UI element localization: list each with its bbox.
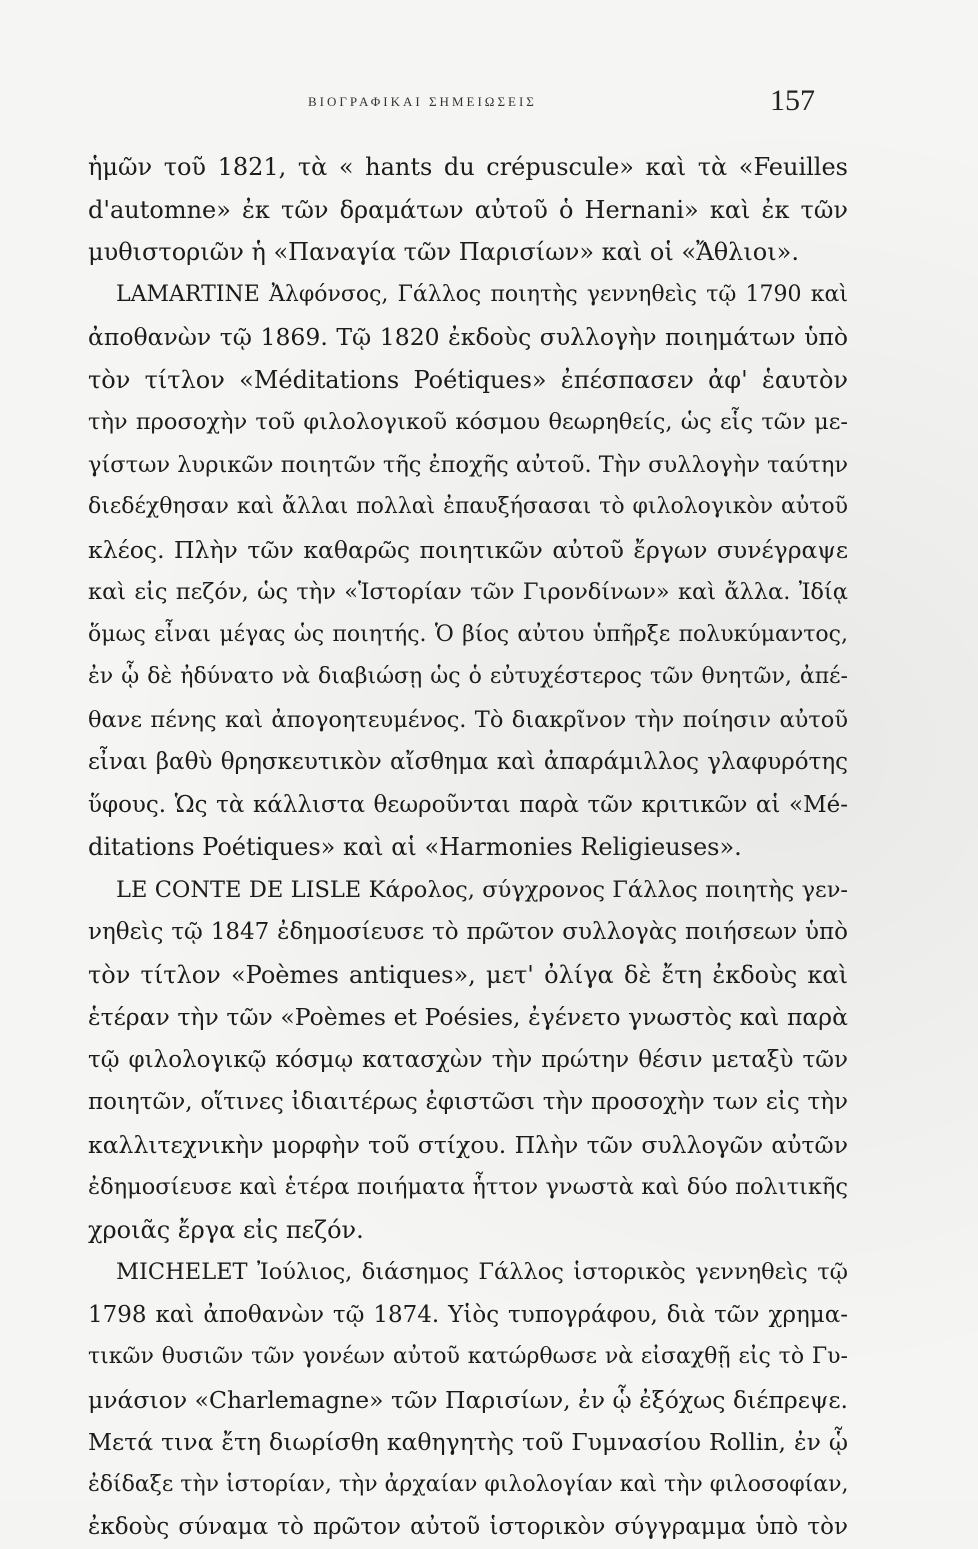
text-line: καὶ εἰς πεζόν, ὡς τὴν «Ἱστορίαν τῶν Γιρονδίνων» καὶ ἄλλα. Ἰδίᾳ: [88, 579, 848, 605]
text-line: θανε πένης καὶ ἀπογοητευμένος. Τὸ διακρῖνον τὴν ποίησιν αὐτοῦ: [88, 706, 848, 733]
text-line: ἐν ᾧ δὲ ἠδύνατο νὰ διαβιώσῃ ὡς ὁ εὐτυχέστερος τῶν θνητῶν, ἀπέ-: [88, 664, 848, 689]
text-line: ὅμως εἶναι μέγας ὡς ποιητής. Ὁ βίος αὐτου ὑπῆρξε πολυκύμαντος,: [88, 621, 848, 647]
text-line: κλέος. Πλὴν τῶν καθαρῶς ποιητικῶν αὐτοῦ ἔργων συνέγραψε: [88, 535, 848, 564]
text-line: νηθεὶς τῷ 1847 ἐδημοσίευσε τὸ πρῶτον συλλογὰς ποιήσεων ὑπὸ: [88, 919, 848, 945]
text-line: 1798 καὶ ἀποθανὼν τῷ 1874. Υἱὸς τυπογράφου, διὰ τῶν χρημα-: [88, 1301, 848, 1328]
text-line: ποιητῶν, οἵτινες ἰδιαιτέρως ἐφιστῶσι τὴν προσοχὴν των εἰς τὴν: [88, 1089, 848, 1115]
text-line: LAMARTINE Ἀλφόνσος, Γάλλος ποιητὴς γεννηθεὶς τῷ 1790 καὶ: [116, 281, 848, 307]
text-line: ἀποθανὼν τῷ 1869. Τῷ 1820 ἐκδοὺς συλλογὴν ποιημάτων ὑπὸ: [88, 323, 848, 351]
text-line: τικῶν θυσιῶν τῶν γονέων αὐτοῦ κατώρθωσε νὰ εἰσαχθῇ εἰς τὸ Γυ-: [88, 1344, 848, 1369]
text-line: ἐδημοσίευσε καὶ ἑτέρα ποιήματα ἧττον γνωστὰ καὶ δύο πολιτικῆς: [88, 1174, 848, 1200]
text-line: τὸν τίτλον «Méditations Poétiques» ἐπέσπασεν ἀφ' ἑαυτὸν: [88, 365, 848, 394]
text-line: ἐδίδαξε τὴν ἱστορίαν, τὴν ἀρχαίαν φιλολογίαν καὶ τὴν φιλοσοφίαν,: [88, 1471, 848, 1497]
text-line: LE CONTE DE LISLE Κάρολος, σύγχρονος Γάλλος ποιητὴς γεν-: [116, 876, 848, 903]
text-line: τῷ φιλολογικῷ κόσμῳ κατασχὼν τὴν πρώτην θέσιν μεταξὺ τῶν: [88, 1046, 848, 1073]
text-line: Μετά τινα ἔτη διωρίσθη καθηγητὴς τοῦ Γυμνασίου Rollin, ἐν ᾧ: [88, 1428, 848, 1456]
text-line: μνάσιον «Charlemagne» τῶν Παρισίων, ἐν ᾧ ἐξόχως διέπρεψε.: [88, 1385, 848, 1414]
text-line: MICHELET Ἰούλιος, διάσημος Γάλλος ἱστορικὸς γεννηθεὶς τῷ: [116, 1259, 848, 1285]
text-line: d'automne» ἐκ τῶν δραμάτων αὐτοῦ ὁ Hernani» καὶ ἐκ τῶν: [88, 195, 848, 224]
text-line: τὴν προσοχὴν τοῦ φιλολογικοῦ κόσμου θεωρηθείς, ὡς εἷς τῶν με-: [88, 409, 848, 435]
text-line: καλλιτεχνικὴν μορφὴν τοῦ στίχου. Πλὴν τῶν συλλογῶν αὐτῶν: [88, 1130, 848, 1159]
text-line: ἐκδοὺς σύναμα τὸ πρῶτον αὐτοῦ ἱστορικὸν σύγγραμμα ὑπὸ τὸν: [88, 1514, 848, 1540]
text-line: ἡμῶν τοῦ 1821, τὰ « hants du crépuscule» καὶ τὰ «Feuilles: [88, 153, 848, 181]
text-line: χροιᾶς ἔργα εἰς πεζόν.: [88, 1215, 364, 1244]
page-number: 157: [770, 84, 815, 117]
text-line: εἶναι βαθὺ θρησκευτικὸν αἴσθημα καὶ ἀπαράμιλλος γλαφυρότης: [88, 749, 848, 775]
text-line: ὕφους. Ὡς τὰ κάλλιστα θεωροῦνται παρὰ τῶν κριτικῶν αἱ «Mé-: [88, 791, 848, 818]
text-line: τὸν τίτλον «Poèmes antiques», μετ' ὀλίγα δὲ ἔτη ἐκδοὺς καὶ: [88, 960, 848, 989]
body-text: [88, 146, 848, 1549]
text-line: ditations Poétiques» καὶ αἱ «Harmonies Religieuses».: [88, 833, 742, 861]
text-line: γίστων λυρικῶν ποιητῶν τῆς ἐποχῆς αὐτοῦ. Τὴν συλλογὴν ταύτην: [88, 451, 848, 478]
running-head: ΒΙΟΓΡΑΦΙΚΑΙ ΣΗΜΕΙΩΣΕΙΣ: [308, 94, 537, 109]
text-line: μυθιστοριῶν ἡ «Παναγία τῶν Παρισίων» καὶ οἱ «Ἄθλιοι».: [88, 238, 799, 266]
text-line: διεδέχθησαν καὶ ἄλλαι πολλαὶ ἐπαυξήσασαι τὸ φιλολογικὸν αὐτοῦ: [88, 494, 848, 519]
text-line: ἑτέραν τὴν τῶν «Poèmes et Poésies, ἐγένετο γνωστὸς καὶ παρὰ: [88, 1003, 848, 1031]
